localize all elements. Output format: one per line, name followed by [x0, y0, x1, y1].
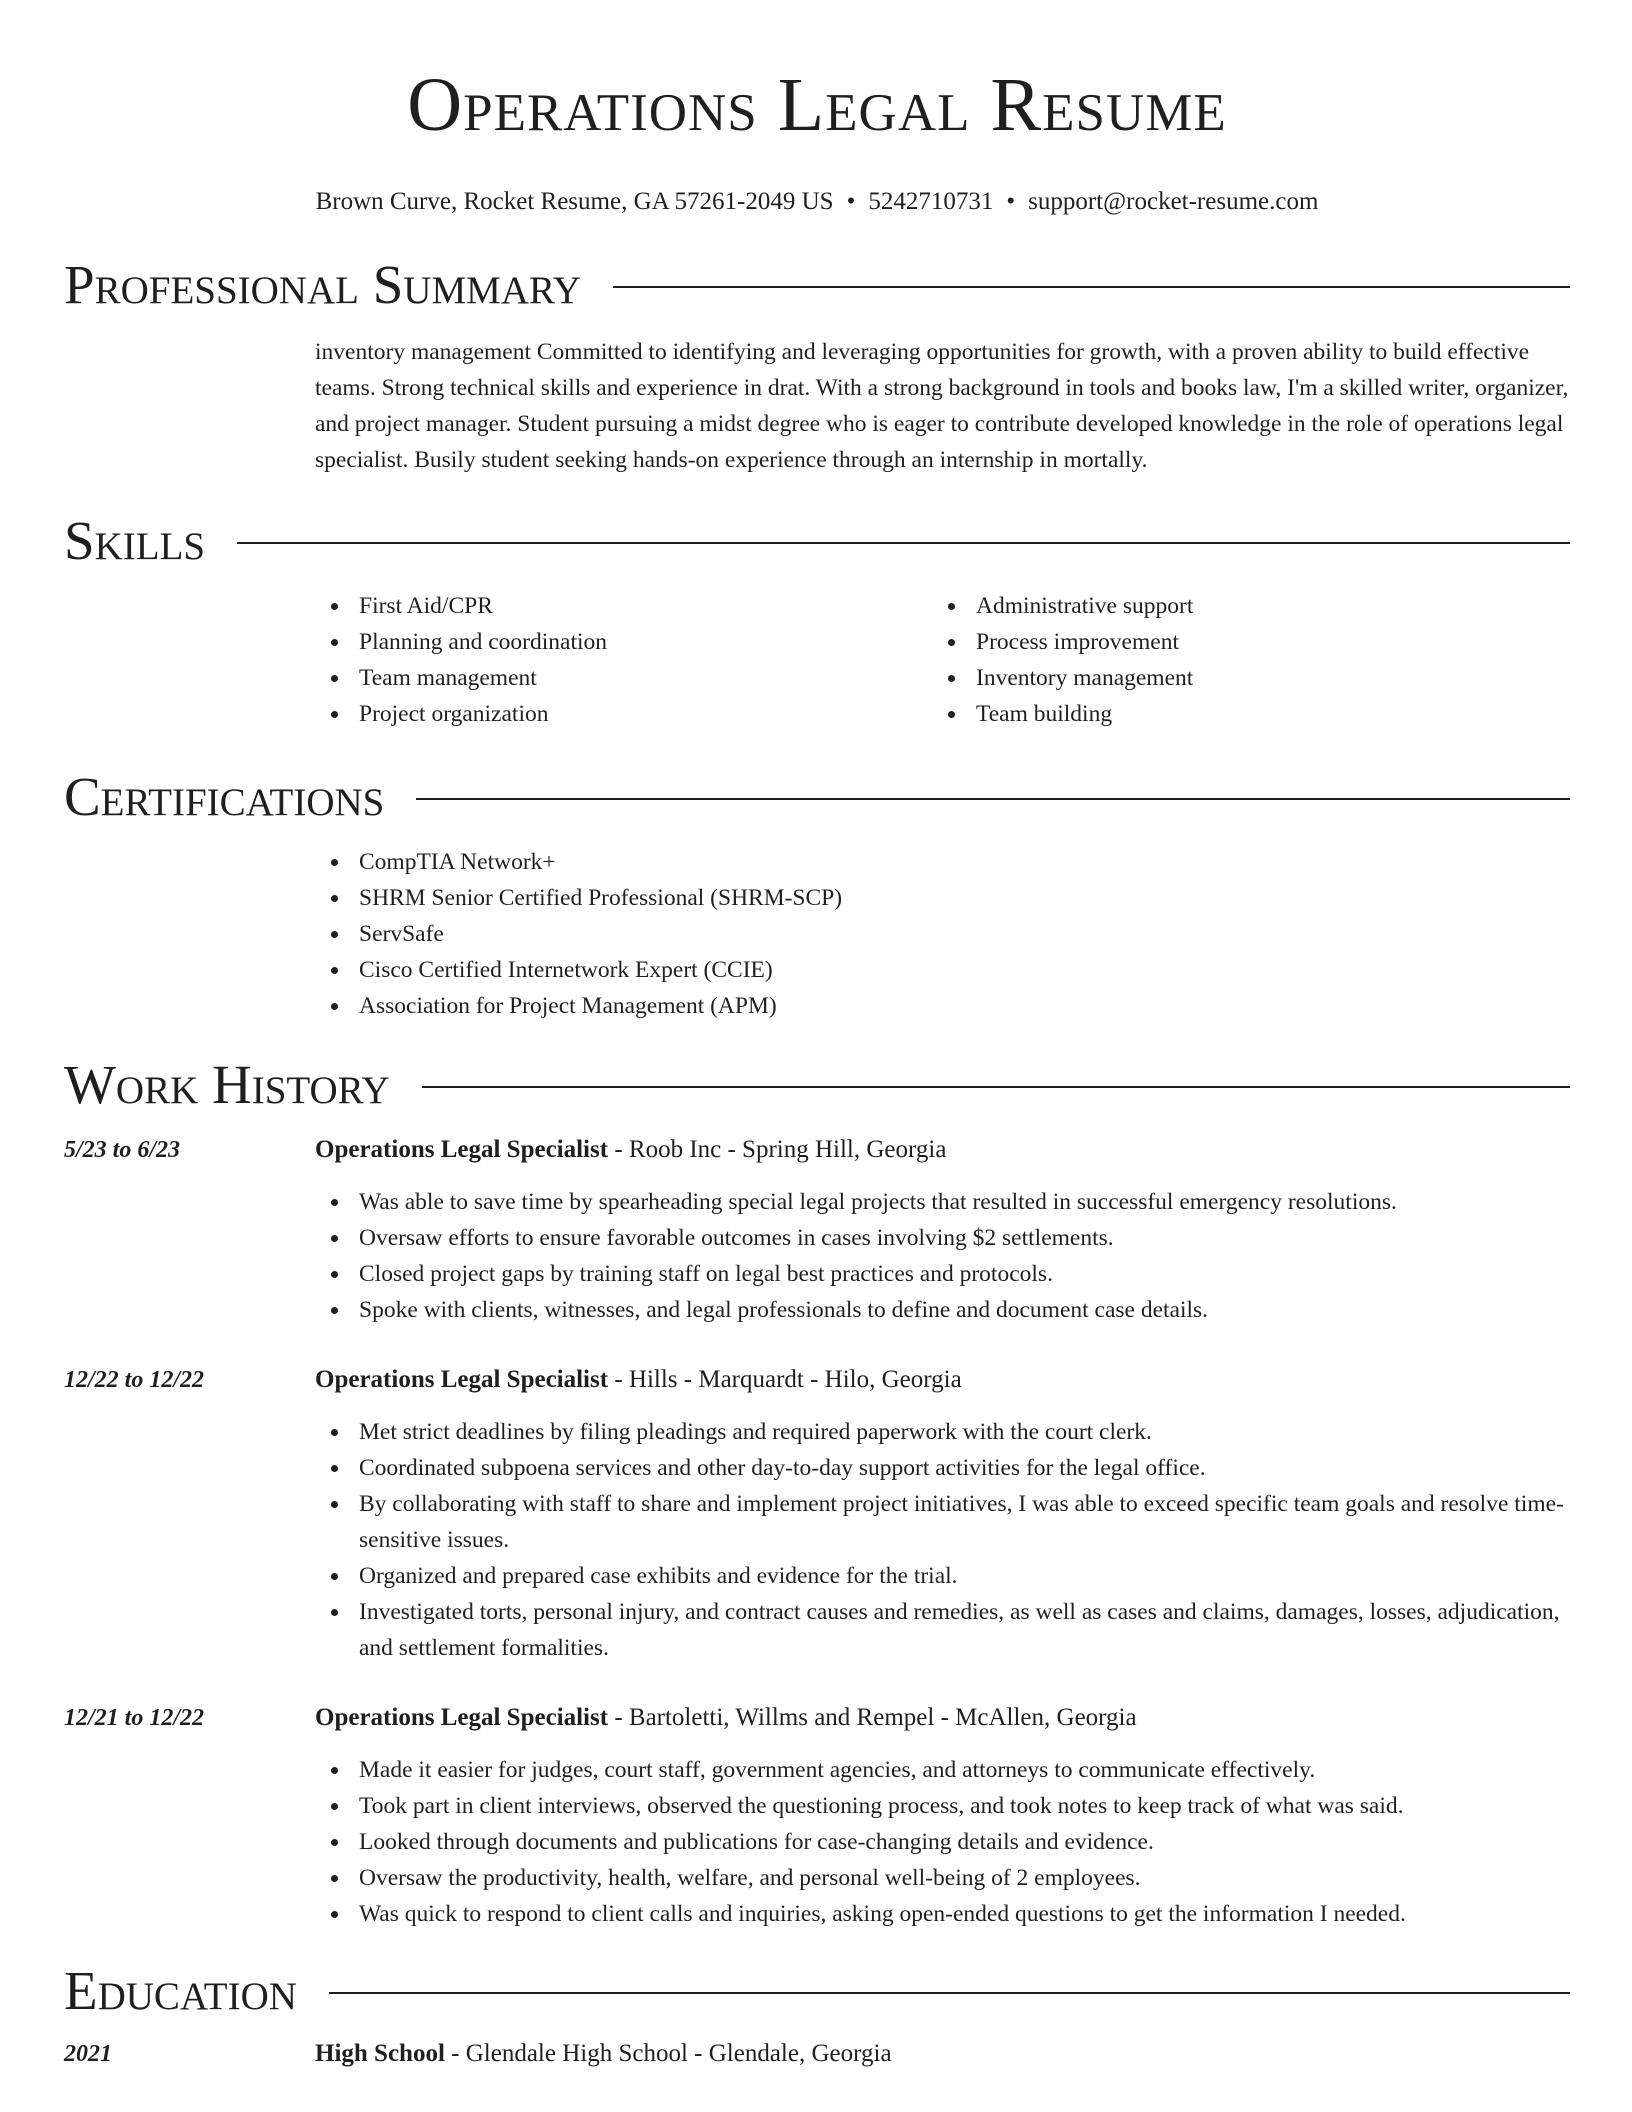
- section-divider: [422, 1086, 1570, 1088]
- certifications-heading: Certifications: [64, 766, 385, 827]
- work-entry-main: [315, 1362, 1570, 1666]
- contact-line: [64, 186, 1570, 218]
- job-bullet: Took part in client interviews, observed the questioning process, and took notes to keep track of what was said.: [315, 1788, 1570, 1824]
- job-bullet: By collaborating with staff to share and implement project initiatives, I was able to exceed specific team goals and resolve time-sensitive issues.: [315, 1486, 1570, 1558]
- job-bullet: Made it easier for judges, court staff, government agencies, and attorneys to communicate effectively.: [315, 1752, 1570, 1788]
- skill-item: Planning and coordination: [315, 624, 932, 660]
- job-bullet: Was quick to respond to client calls and inquiries, asking open-ended questions to get the information I needed.: [315, 1896, 1570, 1932]
- contact-separator: •: [1006, 188, 1016, 215]
- skills-list-left: [315, 588, 932, 732]
- job-bullet: Oversaw the productivity, health, welfare, and personal well-being of 2 employees.: [315, 1860, 1570, 1896]
- work-section-header: [64, 1054, 1570, 1116]
- contact-address: Brown Curve, Rocket Resume, GA 57261-2049 US: [315, 188, 834, 215]
- skill-item: Administrative support: [932, 588, 1549, 624]
- certification-item: CompTIA Network+: [315, 844, 1570, 880]
- contact-separator: •: [846, 188, 856, 215]
- work-entry-main: [315, 1132, 1570, 1328]
- job-bullet: Investigated torts, personal injury, and contract causes and remedies, as well as cases and claims, damages, losses, adjudication, and settlement formalities.: [315, 1594, 1570, 1666]
- skills-list-right: [932, 588, 1549, 732]
- job-bullet: Oversaw efforts to ensure favorable outcomes in cases involving $2 settlements.: [315, 1220, 1570, 1256]
- certifications-section-header: [64, 766, 1570, 828]
- skill-item: Inventory management: [932, 660, 1549, 696]
- job-bullet: Met strict deadlines by filing pleadings and required paperwork with the court clerk.: [315, 1414, 1570, 1450]
- work-entry: [64, 1132, 1570, 1328]
- skill-item: Project organization: [315, 696, 932, 732]
- job-bullets: [315, 1752, 1570, 1932]
- work-entry: [64, 1700, 1570, 1932]
- education-section-header: [64, 1960, 1570, 2022]
- skill-item: First Aid/CPR: [315, 588, 932, 624]
- education-entry-main: [315, 2036, 1570, 2072]
- skills-section-header: [64, 510, 1570, 572]
- work-dates: 12/21 to 12/22: [64, 1705, 205, 1731]
- summary-text: inventory management Committed to identifying and leveraging opportunities for growth, with a proven ability to build effective teams. Strong technical skills and experience in drat. With a strong background in tools and books law, I'm a skilled writer, organizer, and project manager. Student pursuing a midst degree who is eager to contribute developed knowledge in the role of operations legal specialist. Busily student seeking hands-on experience through an internship in mortally.: [315, 339, 1569, 473]
- education-entry: [64, 2036, 1570, 2072]
- work-entry-title: [315, 1362, 1570, 1398]
- skills-body: [315, 588, 1570, 732]
- section-divider: [329, 1992, 1570, 1994]
- job-title: Operations Legal Specialist: [315, 1136, 609, 1163]
- certification-item: SHRM Senior Certified Professional (SHRM-SCP): [315, 880, 1570, 916]
- section-divider: [416, 798, 1570, 800]
- contact-email: support@rocket-resume.com: [1028, 188, 1319, 215]
- education-entries: [64, 2036, 1570, 2072]
- job-bullet: Was able to save time by spearheading special legal projects that resulted in successful emergency resolutions.: [315, 1184, 1570, 1220]
- education-year: 2021: [64, 2041, 112, 2067]
- summary-body: [315, 334, 1570, 478]
- summary-heading: Professional Summary: [64, 254, 582, 315]
- summary-section-header: [64, 254, 1570, 316]
- school-details: - Glendale High School - Glendale, Georgia: [444, 2040, 892, 2067]
- job-details: - Bartoletti, Willms and Rempel - McAllen, Georgia: [608, 1704, 1137, 1731]
- job-title: Operations Legal Specialist: [315, 1366, 609, 1393]
- skills-grid: [315, 588, 1570, 732]
- skill-item: Process improvement: [932, 624, 1549, 660]
- work-entry-title: [315, 1700, 1570, 1736]
- job-bullet: Spoke with clients, witnesses, and legal professionals to define and document case details.: [315, 1292, 1570, 1328]
- job-bullets: [315, 1184, 1570, 1328]
- work-entry-title: [315, 1132, 1570, 1168]
- work-dates: 5/23 to 6/23: [64, 1137, 181, 1163]
- certification-item: ServSafe: [315, 916, 1570, 952]
- education-entry-title: [315, 2036, 1570, 2072]
- section-divider: [237, 542, 1570, 544]
- job-details: - Roob Inc - Spring Hill, Georgia: [608, 1136, 947, 1163]
- certifications-list: [315, 844, 1570, 1024]
- skill-item: Team building: [932, 696, 1549, 732]
- job-bullets: [315, 1414, 1570, 1666]
- job-details: - Hills - Marquardt - Hilo, Georgia: [608, 1366, 962, 1393]
- job-bullet: Looked through documents and publications for case-changing details and evidence.: [315, 1824, 1570, 1860]
- skill-item: Team management: [315, 660, 932, 696]
- job-bullet: Closed project gaps by training staff on legal best practices and protocols.: [315, 1256, 1570, 1292]
- certifications-body: [315, 844, 1570, 1024]
- job-bullet: Coordinated subpoena services and other day-to-day support activities for the legal office.: [315, 1450, 1570, 1486]
- job-bullet: Organized and prepared case exhibits and evidence for the trial.: [315, 1558, 1570, 1594]
- degree: High School: [315, 2040, 445, 2067]
- work-entry: [64, 1362, 1570, 1666]
- work-entry-main: [315, 1700, 1570, 1932]
- work-entries: [64, 1132, 1570, 1932]
- work-dates: 12/22 to 12/22: [64, 1367, 205, 1393]
- job-title: Operations Legal Specialist: [315, 1704, 609, 1731]
- certification-item: Association for Project Management (APM): [315, 988, 1570, 1024]
- certification-item: Cisco Certified Internetwork Expert (CCIE): [315, 952, 1570, 988]
- skills-heading: Skills: [64, 510, 206, 571]
- resume-title: Operations Legal Resume: [407, 63, 1227, 147]
- work-heading: Work History: [64, 1054, 390, 1115]
- section-divider: [613, 286, 1570, 288]
- education-heading: Education: [64, 1960, 297, 2021]
- contact-phone: 5242710731: [868, 188, 994, 215]
